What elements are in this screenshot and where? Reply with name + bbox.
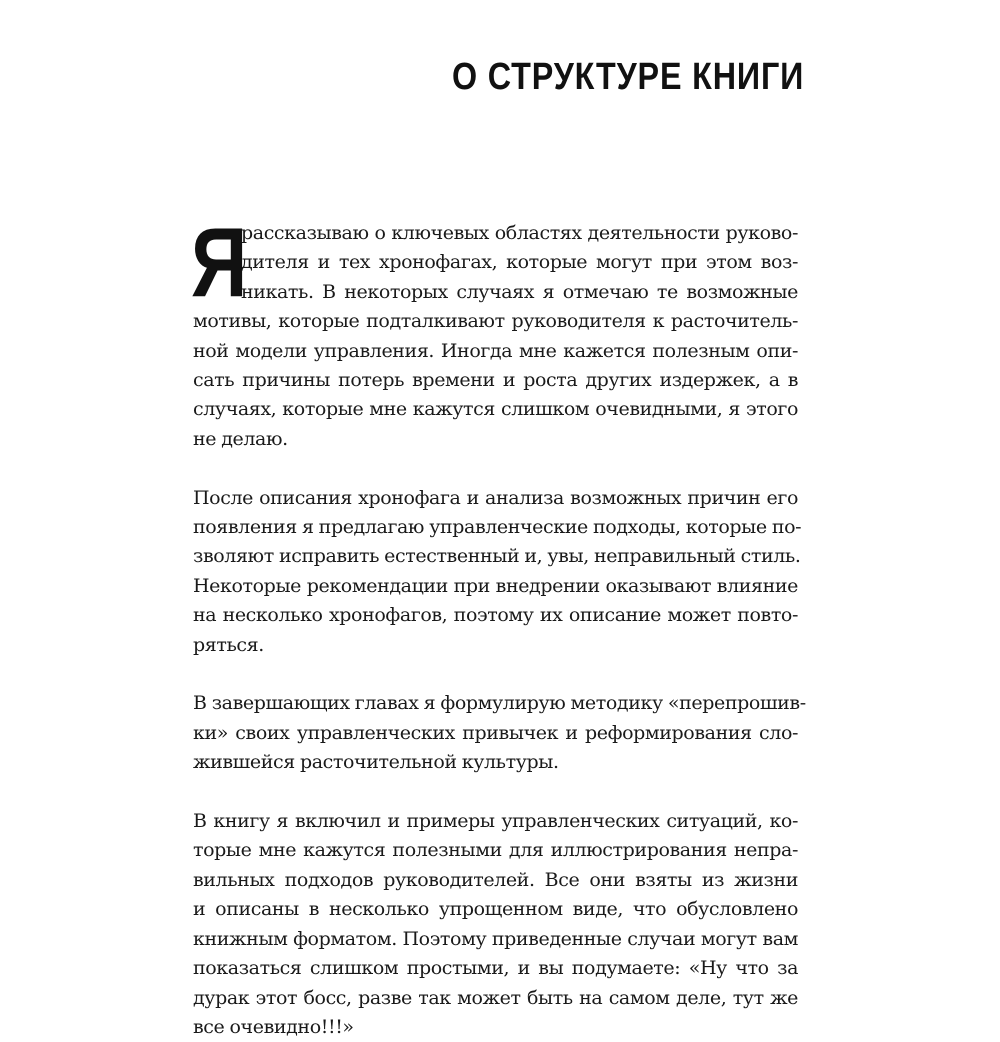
text-line: рассказываю о ключевых областях деятельности руково- — [241, 222, 798, 244]
body-text — [191, 207, 806, 1042]
text-line: вильных подходов руководителей. Все они взяты из жизни — [193, 868, 798, 891]
text-line: сать причины потерь времени и роста других издержек, а в — [193, 369, 798, 392]
text-line: жившейся расточительной культуры. — [193, 751, 559, 774]
text-line: Некоторые рекомендации при внедрении оказывают влияние — [193, 574, 798, 597]
text-line: случаях, которые мне кажутся слишком очевидными, я этого — [193, 398, 798, 421]
text-line: дурак этот босс, разве так может быть на самом деле, тут же — [193, 986, 798, 1009]
paragraph-4 — [193, 807, 798, 1042]
text-line: мотивы, которые подталкивают руководителя к расточитель- — [193, 310, 798, 333]
drop-cap: Я — [191, 207, 248, 317]
text-line: В завершающих главах я формулирую методику «перепрошив- — [193, 692, 806, 715]
paragraph-1 — [191, 207, 798, 454]
paragraph-3 — [193, 689, 806, 777]
text-line: ки» своих управленческих привычек и реформирования сло- — [193, 721, 798, 744]
text-line: никать. В некоторых случаях я отмечаю те возможные — [241, 280, 798, 303]
text-line: появления я предлагаю управленческие подходы, которые по- — [193, 516, 802, 539]
page-title: О СТРУКТУРЕ КНИГИ — [452, 56, 805, 99]
text-line: и описаны в несколько упрощенном виде, что обусловлено — [193, 898, 798, 921]
text-line: После описания хронофага и анализа возможных причин его — [193, 486, 798, 509]
text-line: показаться слишком простыми, и вы подумаете: «Ну что за — [193, 957, 798, 980]
text-line: ряться. — [193, 633, 264, 656]
paragraph-2 — [193, 484, 802, 660]
text-line: все очевидно!!!» — [193, 1015, 354, 1038]
text-line: торые мне кажутся полезными для иллюстрирования непра- — [193, 839, 798, 862]
text-line: дителя и тех хронофагах, которые могут при этом воз- — [241, 251, 798, 274]
text-line: на несколько хронофагов, поэтому их описание может повто- — [193, 604, 798, 627]
text-line: ной модели управления. Иногда мне кажется полезным опи- — [193, 339, 798, 362]
text-line: зволяют исправить естественный и, увы, неправильный стиль. — [193, 545, 801, 568]
text-line: не делаю. — [193, 427, 288, 450]
text-line: В книгу я включил и примеры управленческих ситуаций, ко- — [193, 810, 798, 833]
text-line: книжным форматом. Поэтому приведенные случаи могут вам — [193, 927, 798, 950]
